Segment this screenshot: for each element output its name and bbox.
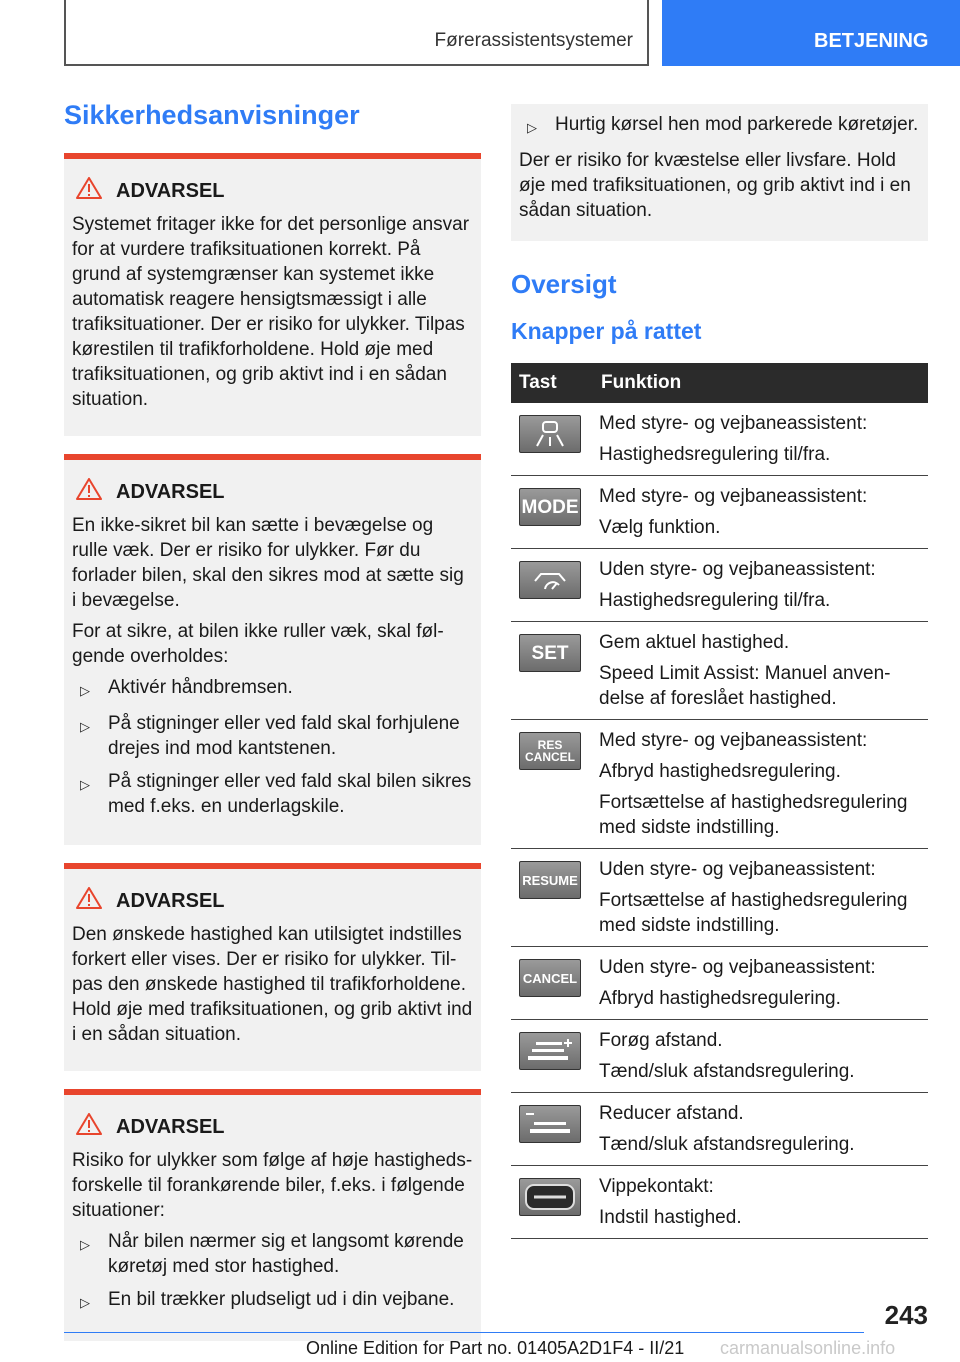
warning-text: Systemet fritager ikke for det personlige ansvar for at vurdere trafiksituationen korrekt. På grund af systemgrænser kan systemet ikke automatisk reagere hensigtsmæssigt i alle trafiksituationer. Der er risiko for ulykker. Tilpas kørestilen til trafikforholdene. Hold øje med trafiksituationen, og grib aktivt ind i en sådan situation. xyxy=(72,214,470,410)
key-label: RES CANCEL xyxy=(525,738,575,764)
bullet-text: På stigninger eller ved fald skal forhjulene drejes ind mod kantstenen. xyxy=(108,713,460,759)
key-cell xyxy=(511,1166,593,1239)
resume-key xyxy=(519,861,581,899)
warning-title xyxy=(72,887,473,916)
bullet-item xyxy=(80,1229,473,1279)
function-text: Indstil hastighed. xyxy=(599,1207,742,1228)
function-cell xyxy=(593,947,928,1020)
page-title: Sikkerhedsanvisninger xyxy=(64,100,360,130)
subsection-heading: Knapper på rattet xyxy=(511,318,702,344)
warning-text: For at sikre, at bilen ikke ruller væk, skal følgende overholdes: xyxy=(72,621,444,667)
bullet-item xyxy=(80,1287,473,1315)
bullet-item xyxy=(527,112,920,140)
warnings-list xyxy=(64,153,481,1341)
function-text: Med styre- og vejbaneassistent: xyxy=(599,730,868,751)
table-row xyxy=(511,720,928,849)
bullet-item xyxy=(80,769,473,819)
footer-divider xyxy=(64,1332,864,1333)
key-cell xyxy=(511,403,593,476)
warning-continuation xyxy=(511,104,928,241)
assist-icon xyxy=(519,415,581,453)
function-cell xyxy=(593,403,928,476)
function-text: Vippekontakt: xyxy=(599,1176,714,1197)
function-cell xyxy=(593,476,928,549)
cruise-icon xyxy=(519,561,581,599)
header-section-box xyxy=(64,0,649,66)
buttons-table xyxy=(511,363,928,1239)
warning-triangle-icon xyxy=(72,177,116,206)
col-header-key: Tast xyxy=(511,363,593,403)
warning-text: En ikke-sikret bil kan sætte i bevægelse og rulle væk. Der er risiko for ulykker. Før du forlader bilen, skal den sikres mod at sætte sig i bevægelse. xyxy=(72,515,464,611)
key-cell xyxy=(511,622,593,720)
table-row xyxy=(511,947,928,1020)
chapter-title: BETJENING xyxy=(814,30,929,52)
bullet-text: Aktivér håndbremsen. xyxy=(108,677,293,698)
edition-text: Online Edition for Part no. 01405A2D1F4 - II/21 xyxy=(306,1338,685,1358)
warning-title xyxy=(72,478,473,507)
key-cell xyxy=(511,1093,593,1166)
section-title: Førerassistentsystemer xyxy=(434,30,633,51)
warning-label: ADVARSEL xyxy=(116,481,225,503)
warning-box xyxy=(64,153,481,436)
function-cell xyxy=(593,549,928,622)
warning-label: ADVARSEL xyxy=(116,890,225,912)
bullet-triangle-icon: ▷ xyxy=(80,683,90,698)
function-text: Speed Limit Assist: Manuel anvendelse af foreslået hastighed. xyxy=(599,663,891,709)
function-cell xyxy=(593,1166,928,1239)
key-cell xyxy=(511,549,593,622)
function-text: Uden styre- og vejbaneassistent: xyxy=(599,859,876,880)
table-row xyxy=(511,476,928,549)
mode-key xyxy=(519,488,581,526)
bullet-triangle-icon: ▷ xyxy=(80,777,90,792)
warning-text: Der er risiko for kvæstelse eller livsfare. Hold øje med trafiksituationen, og grib aktivt ind i en sådan situation. xyxy=(519,150,911,221)
distance-minus-icon xyxy=(519,1105,581,1143)
function-text: Vælg funktion. xyxy=(599,517,721,538)
function-text: Gem aktuel hastighed. xyxy=(599,632,790,653)
function-text: Forøg afstand. xyxy=(599,1030,723,1051)
warning-label: ADVARSEL xyxy=(116,180,225,202)
warning-text: Den ønskede hastighed kan utilsigtet indstilles forkert eller vises. Der er risiko for ulykker. Tilpas den ønskede hastighed til trafikforholdene. Hold øje med trafiksituationen, og grib aktivt ind i en sådan situation. xyxy=(72,924,473,1045)
function-text: Hastighedsregulering til/fra. xyxy=(599,444,831,465)
bullet-triangle-icon: ▷ xyxy=(80,1295,90,1310)
warning-box xyxy=(64,863,481,1071)
function-cell xyxy=(593,1020,928,1093)
watermark: carmanualsonline.info xyxy=(720,1338,896,1358)
function-text: Med styre- og vejbaneassistent: xyxy=(599,413,868,434)
chapter-tab xyxy=(662,0,960,66)
bullet-item xyxy=(80,711,473,761)
function-text: Tænd/sluk afstandsregulering. xyxy=(599,1134,855,1155)
function-cell xyxy=(593,849,928,947)
key-cell xyxy=(511,720,593,849)
set-key xyxy=(519,634,581,672)
key-cell xyxy=(511,947,593,1020)
warning-label: ADVARSEL xyxy=(116,1116,225,1138)
res-cancel-key xyxy=(519,732,581,770)
bullet-triangle-icon: ▷ xyxy=(80,1237,90,1252)
distance-plus-icon xyxy=(519,1032,581,1070)
function-cell xyxy=(593,1093,928,1166)
col-header-function: Funktion xyxy=(593,363,928,403)
page-number: 243 xyxy=(884,1300,928,1330)
warning-title xyxy=(72,1113,473,1142)
left-column xyxy=(64,100,481,1359)
table-header-row xyxy=(511,363,928,403)
warning-triangle-icon xyxy=(72,478,116,507)
table-row xyxy=(511,1166,928,1239)
warning-triangle-icon xyxy=(72,887,116,916)
cancel-key xyxy=(519,959,581,997)
key-cell xyxy=(511,1020,593,1093)
function-cell xyxy=(593,622,928,720)
key-label: CANCEL xyxy=(522,970,578,986)
warning-box xyxy=(64,1089,481,1341)
function-text: Afbryd hastighedsregulering. xyxy=(599,761,841,782)
section-heading: Oversigt xyxy=(511,269,617,299)
right-column xyxy=(511,104,928,1239)
table-row xyxy=(511,549,928,622)
function-text: Reducer afstand. xyxy=(599,1103,744,1124)
bullet-text: Hurtig kørsel hen mod parkerede køretøjer. xyxy=(555,114,919,135)
key-label: MODE xyxy=(521,496,579,518)
bullet-triangle-icon: ▷ xyxy=(527,120,537,135)
function-text: Uden styre- og vejbaneassistent: xyxy=(599,559,876,580)
warning-text: Risiko for ulykker som følge af høje hastighedsforskelle til forankørende biler, f.eks. i følgende situationer: xyxy=(72,1150,473,1221)
key-cell xyxy=(511,849,593,947)
function-text: Fortsættelse af hastighedsregulering med sidste indstilling. xyxy=(599,890,908,936)
function-text: Uden styre- og vejbaneassistent: xyxy=(599,957,876,978)
function-text: Fortsættelse af hastighedsregulering med sidste indstilling. xyxy=(599,792,908,838)
bullet-item xyxy=(80,675,473,703)
table-row xyxy=(511,1093,928,1166)
function-text: Med styre- og vejbaneassistent: xyxy=(599,486,868,507)
table-row xyxy=(511,622,928,720)
bullet-text: En bil trækker pludseligt ud i din vejbane. xyxy=(108,1289,455,1310)
key-label: RESUME xyxy=(522,872,578,888)
key-label: SET xyxy=(531,642,569,664)
function-cell xyxy=(593,720,928,849)
key-cell xyxy=(511,476,593,549)
warning-title xyxy=(72,177,473,206)
table-row xyxy=(511,1020,928,1093)
function-text: Hastighedsregulering til/fra. xyxy=(599,590,831,611)
bullet-text: På stigninger eller ved fald skal bilen sikres med f.eks. en underlagskile. xyxy=(108,771,472,817)
warning-box xyxy=(64,454,481,845)
bullet-triangle-icon: ▷ xyxy=(80,719,90,734)
warning-triangle-icon xyxy=(72,1113,116,1142)
function-text: Tænd/sluk afstandsregulering. xyxy=(599,1061,855,1082)
function-text: Afbryd hastighedsregulering. xyxy=(599,988,841,1009)
table-row xyxy=(511,403,928,476)
table-row xyxy=(511,849,928,947)
rocker-switch-icon xyxy=(519,1178,581,1216)
bullet-text: Når bilen nærmer sig et langsomt kørende køretøj med stor hastighed. xyxy=(108,1231,464,1277)
